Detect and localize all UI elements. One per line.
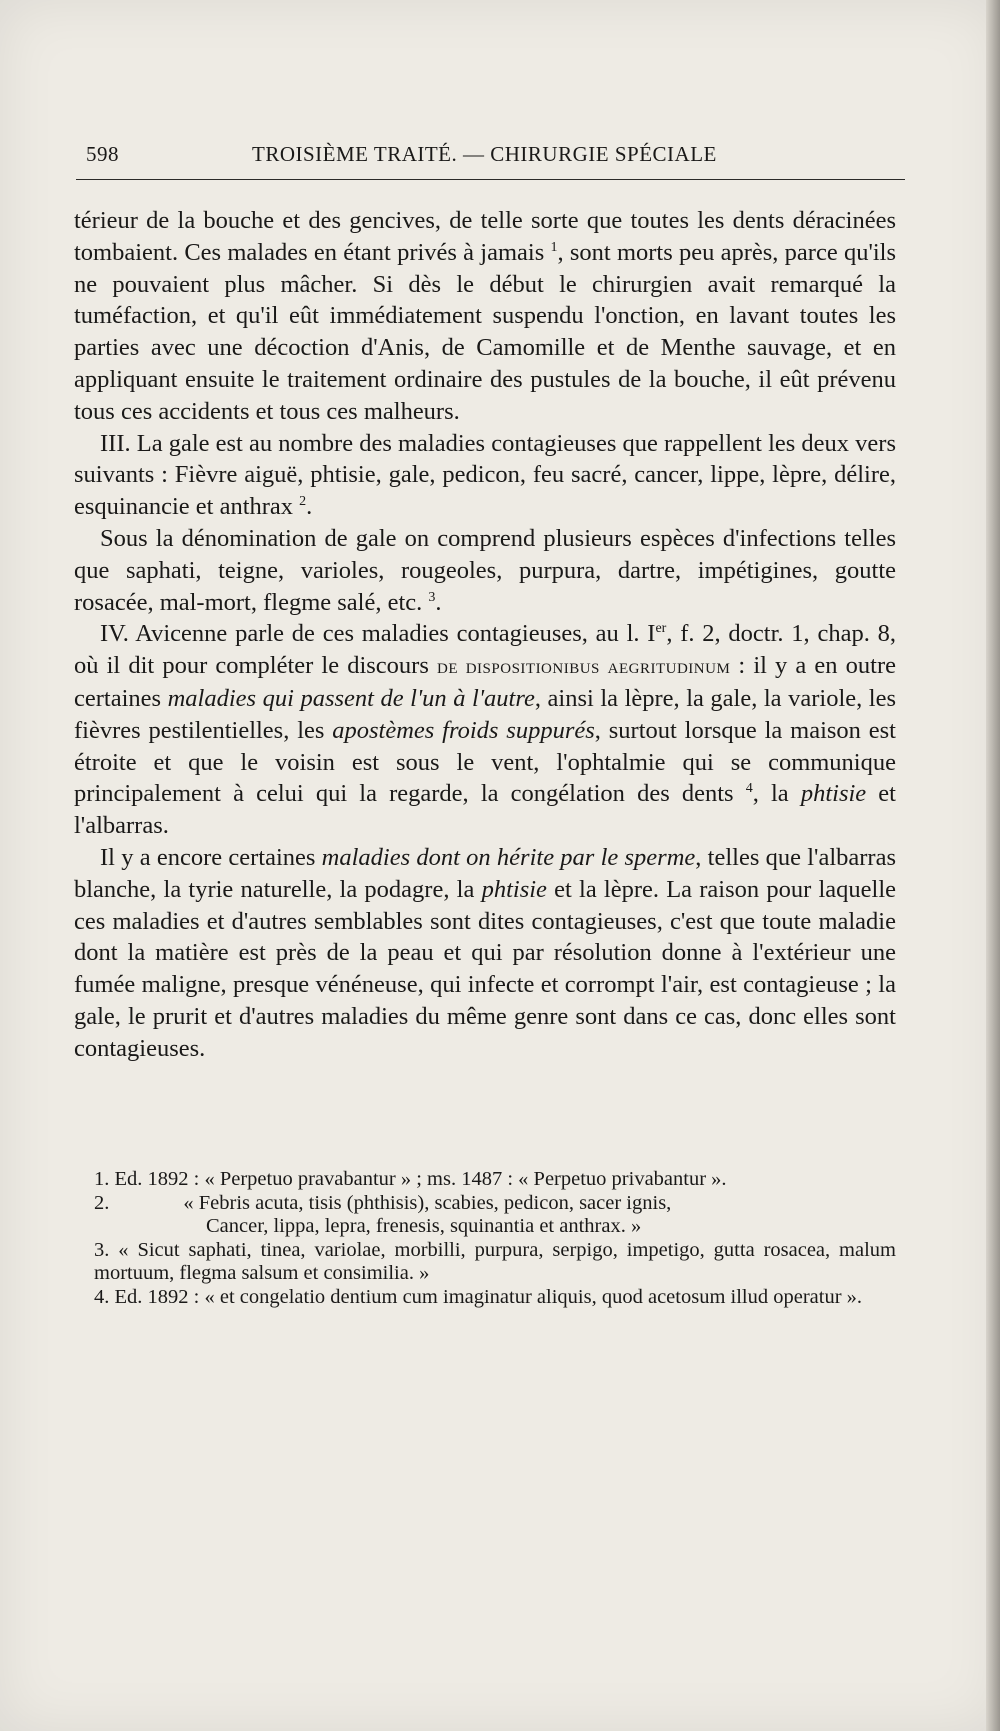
page-number: 598 (86, 142, 119, 166)
main-text (74, 205, 896, 1065)
italic-phrase: maladies qui passent de l'un à l'autre (167, 684, 535, 712)
paragraph-3: Sous la dénomination de gale on comprend plusieurs espèces d'infections telles que saphati, teigne, varioles, rougeoles, purpura, dartre, impétigines, goutte rosacée, mal-mort, flegme salé, etc. $^3$. (74, 524, 896, 616)
small-caps-title: de dispositionibus aegritudinum (436, 654, 731, 679)
italic-phrase: phtisie (481, 875, 547, 903)
footnote-ref-1: 1 (550, 239, 558, 255)
italic-phrase: phtisie (800, 780, 867, 808)
footnote-ref-2: 2 (299, 494, 307, 510)
footnote-1: 1. Ed. 1892 : « Perpetuo pravabantur » ; ms. 1487 : « Perpetuo privabantur ». (94, 1168, 727, 1190)
running-header (86, 138, 901, 174)
paragraph-5: Il y a encore certaines maladies dont on hérite par le sperme, telles que l'albarras blanche, la tyrie naturelle, la podagre, la phtisie et la lèpre. La raison pour laquelle ces maladies et d'autres semblables sont dites contagieuses, c'est que toute maladie dont la matière est près de la peau et qui par résolution donne à l'extérieur une fumée maligne, presque vénéneuse, qui infecte et corrompt l'air, est contagieuse ; la gale, le prurit et d'autres maladies du même genre sont dans ce cas, donc elles sont contagieuses. (74, 843, 897, 1062)
superscript-er: er (655, 621, 667, 637)
running-title: TROISIÈME TRAITÉ. — CHIRURGIE SPÉCIALE (252, 142, 717, 166)
footnote-2-line-2: Cancer, lippa, lepra, frenesis, squinantia et anthrax. » (206, 1215, 642, 1237)
page-spine-shadow (986, 0, 1000, 1731)
footnote-ref-4: 4 (745, 781, 753, 797)
footnote-2-number: 2. (94, 1191, 110, 1214)
footnote-3: 3. « Sicut saphati, tinea, variolae, morbilli, purpura, serpigo, impetigo, gutta rosacea, malum mortuum, flegma salsum et consimilia. » (94, 1238, 896, 1284)
footnotes (94, 1168, 896, 1309)
footnote-2 (94, 1192, 896, 1216)
header-rule (76, 179, 905, 180)
paragraph-1: térieur de la bouche et des gencives, de telle sorte que toutes les dents déracinées tombaient. Ces malades en étant privés à jamais $^1$, sont morts peu après, parce qu'ils ne pouvaient plus mâcher. Si dès le début le chirurgien avait remarqué la tuméfaction, et qu'il eût immédiatement suspendu l'onction, en lavant toutes les parties avec une décoction d'Anis, de Camomille et de Menthe sauvage, et en appliquant ensuite le traitement ordinaire des pustules de la bouche, il eût prévenu tous ces accidents et tous ces malheurs. (74, 207, 897, 425)
footnote-ref-3: 3 (428, 589, 436, 605)
paragraph-2: III. La gale est au nombre des maladies contagieuses que rappellent les deux vers suivants : Fièvre aiguë, phtisie, gale, pedicon, feu sacré, cancer, lippe, lèpre, délire, esquinancie et anthrax $^2$. (74, 429, 896, 521)
footnote-2-line-1: « Febris acuta, tisis (phthisis), scabies, pedicon, sacer ignis, (183, 1191, 672, 1214)
footnote-4: 4. Ed. 1892 : « et congelatio dentium cum imaginatur aliquis, quod acetosum illud operatur ». (94, 1285, 863, 1308)
paragraph-4: IV. Avicenne parle de ces maladies contagieuses, au l. Ier, f. 2, doctr. 1, chap. 8, où il dit pour compléter le discours de dispositionibus aegritudinum : il y a en outre certaines maladies qui passent de l'un à l'autre, ainsi la lèpre, la gale, la variole, les fièvres pestilentielles, les apostèmes froids suppurés, surtout lorsque la maison est étroite et que le voisin est sous le vent, l'ophtalmie qui se communique principalement à celui qui la regarde, la congélation des dents $^4$, la phtisie et l'albarras. (74, 620, 896, 840)
italic-phrase: apostèmes froids suppurés (332, 716, 595, 744)
italic-phrase: maladies dont on hérite par le sperme (321, 843, 696, 871)
